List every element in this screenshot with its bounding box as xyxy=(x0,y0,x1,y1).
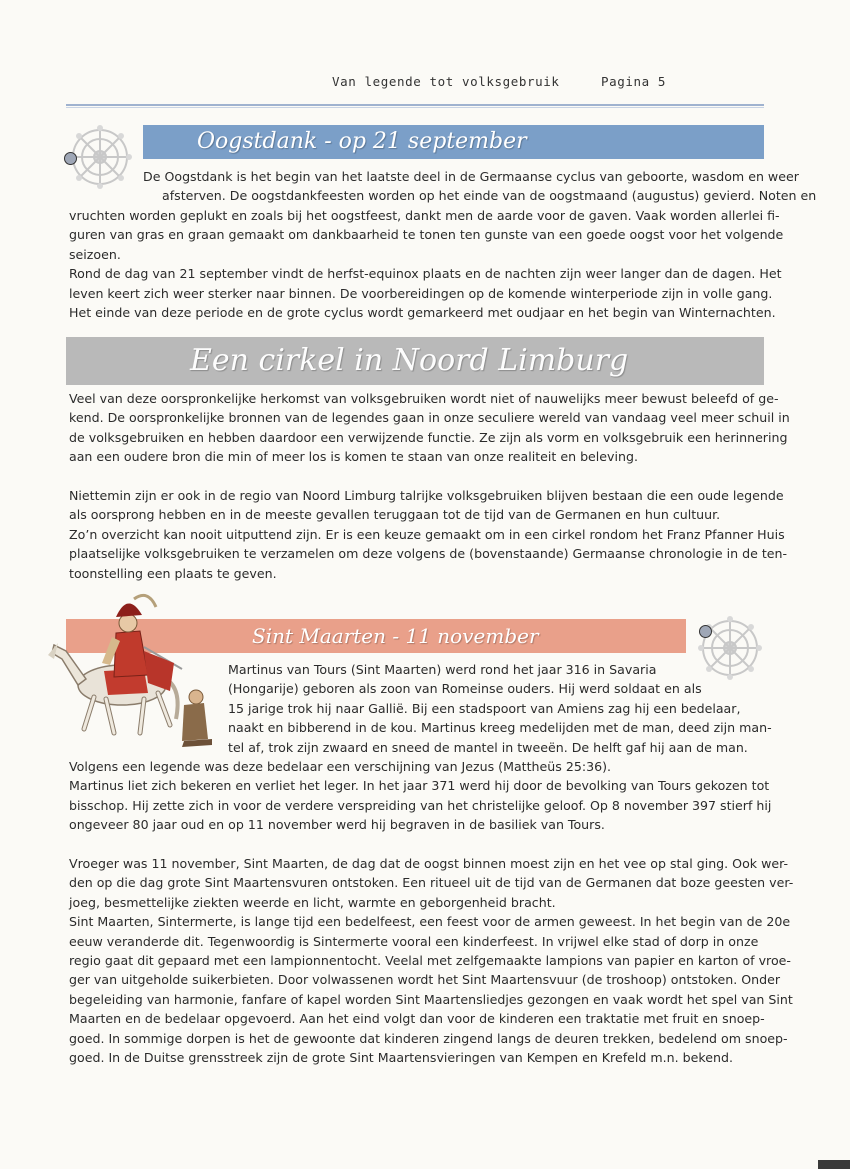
header-rule-shadow xyxy=(66,107,764,108)
text-line: Volgens een legende was deze bedelaar een verschijning van Jezus (Mattheüs 25:36). xyxy=(69,759,612,774)
text-line: 15 jarige trok hij naar Gallië. Bij een stadspoort van Amiens zag hij een bedelaar, xyxy=(228,700,741,716)
text-line: Martinus van Tours (Sint Maarten) werd rond het jaar 316 in Savaria xyxy=(228,662,657,677)
text-line: Sint Maarten, Sintermerte, is lange tijd een bedelfeest, een feest voor de armen geweest. In het begin van de 20e xyxy=(69,914,791,930)
bullet-dot-icon xyxy=(699,625,712,638)
text-line: Niettemin zijn er ook in de regio van Noord Limburg talrijke volksgebruiken blijven bestaan die een oude legende xyxy=(69,488,784,504)
paragraph-gap xyxy=(69,467,790,486)
text-line: als oorsprong hebben en in de meeste gevallen teruggaan tot de tijd van de Germanen en hun cultuur. xyxy=(69,507,721,523)
text-line: guren van gras en graan gemaakt om dankbaarheid te tonen ten gunste van een goede oogst voor het volgende xyxy=(69,227,784,243)
text-line: Rond de dag van 21 september vindt de herfst-equinox plaats en de nachten zijn weer langer dan de dagen. Het xyxy=(69,266,782,282)
section-title-maarten: Sint Maarten - 11 november xyxy=(66,619,686,653)
text-line: naakt en bibberend in de kou. Martinus kreeg medelijden met de man, deed zijn man- xyxy=(228,720,772,736)
text-line: goed. In sommige dorpen is het de gewoonte dat kinderen zingend langs de deuren trekken, bedelend om snoep- xyxy=(69,1030,788,1046)
text-line: Martinus liet zich bekeren en verliet het leger. In het jaar 371 werd hij door de bevolking van Tours gekozen tot xyxy=(69,778,770,794)
text-line: Het einde van deze periode en de grote cyclus wordt gemarkeerd met oudjaar en het begin van Winternachten. xyxy=(69,305,776,321)
oogstdank-body-wide xyxy=(69,206,783,322)
text-line: goed. In de Duitse grensstreek zijn de grote Sint Maartensvieringen van Kempen en Krefeld m.n. bekend. xyxy=(69,1050,733,1066)
text-line: aan een oudere bron die min of meer los is komen te staan van onze realiteit en beleving. xyxy=(69,449,638,465)
text-line: Zo’n overzicht kan nooit uitputtend zijn. Er is een keuze gemaakt om in een cirkel rondom het Franz Pfanner Huis xyxy=(69,526,785,542)
oogstdank-body-cont xyxy=(162,186,816,205)
maarten-intro xyxy=(228,660,772,757)
text-line: leven keert zich weer sterker naar binnen. De voorbereidingen op de komende winterperiode zijn in volle gang. xyxy=(69,285,773,301)
text-line: bisschop. Hij zette zich in voor de verdere verspreiding van het christelijke geloof. Op 8 november 397 stierf hij xyxy=(69,797,772,813)
text-line: begeleiding van harmonie, fanfare of kapel worden Sint Maartensliedjes gezongen en vaak wordt het spel van Sint xyxy=(69,991,793,1007)
scan-edge-mark xyxy=(818,1160,850,1169)
saint-martin-statue-image xyxy=(44,593,216,749)
text-line: joeg, besmettelijke ziekten weerde en licht, warmte en geborgenheid bracht. xyxy=(69,894,556,910)
text-line: seizoen. xyxy=(69,246,121,262)
header-rule xyxy=(66,104,764,106)
paragraph-gap xyxy=(69,835,793,854)
text-line: De Oogstdank is het begin van het laatste deel in de Germaanse cyclus van geboorte, wasdom en weer xyxy=(143,169,799,184)
bullet-dot-icon xyxy=(64,152,77,165)
text-line: ongeveer 80 jaar oud en op 11 november werd hij begraven in de basiliek van Tours. xyxy=(69,817,605,833)
text-line: plaatselijke volksgebruiken te verzamelen om deze volgens de (bovenstaande) Germaanse chronologie in de ten- xyxy=(69,546,788,562)
page-header xyxy=(0,72,850,92)
text-line: den op die dag grote Sint Maartensvuren ontstoken. Een ritueel uit de tijd van de Germanen dat boze geesten ver- xyxy=(69,875,794,891)
text-line: regio gaat dit gepaard met een lampionnentocht. Veelal met zelfgemaakte lampions van papier en karton of vroe- xyxy=(69,953,791,969)
text-line: (Hongarije) geboren als zoon van Romeinse ouders. Hij werd soldaat en als xyxy=(228,681,702,697)
text-line: tel af, trok zijn zwaard en sneed de mantel in tweeën. De helft gaf hij aan de man. xyxy=(228,739,748,755)
cirkel-body xyxy=(69,389,790,583)
text-line: Maarten en de bedelaar opgevoerd. Aan het eind volgt dan voor de kinderen een traktatie met fruit en snoep- xyxy=(69,1011,765,1027)
oogstdank-body xyxy=(143,167,799,186)
text-line: de volksgebruiken en hebben daardoor een verwijzende functie. Ze zijn als vorm en volksgebruik een herinnering xyxy=(69,429,788,445)
text-line: kend. De oorspronkelijke bronnen van de legendes gaan in onze seculiere wereld van vandaag veel meer schuil in xyxy=(69,410,790,426)
running-title: Van legende tot volksgebruik xyxy=(332,74,560,89)
text-line: eeuw veranderde dit. Tegenwoordig is Sintermerte vooral een kinderfeest. In vrijwel elke stad of dorp in onze xyxy=(69,933,759,949)
section-title-cirkel: Een cirkel in Noord Limburg xyxy=(66,337,764,385)
text-line: vruchten worden geplukt en zoals bij het oogstfeest, dankt men de aarde voor de gaven. Vaak worden allerlei fi- xyxy=(69,208,780,223)
text-line: afsterven. De oogstdankfeesten worden op het einde van de oogstmaand (augustus) gevierd. Noten en xyxy=(162,188,817,203)
text-line: Vroeger was 11 november, Sint Maarten, de dag dat de oogst binnen moest zijn en het vee op stal ging. Ook wer- xyxy=(69,856,789,872)
text-line: Veel van deze oorspronkelijke herkomst van volksgebruiken wordt niet of nauwelijks meer bewust beleefd of ge- xyxy=(69,391,779,406)
maarten-body xyxy=(69,757,793,1067)
page-number: Pagina 5 xyxy=(601,74,667,89)
text-line: toonstelling een plaats te geven. xyxy=(69,565,277,581)
section-title-oogstdank: Oogstdank - op 21 september xyxy=(143,125,764,159)
text-line: ger van uitgeholde suikerbieten. Door volwassenen wordt het Sint Maartensvuur (de troshoop) ontstoken. Onder xyxy=(69,972,781,988)
